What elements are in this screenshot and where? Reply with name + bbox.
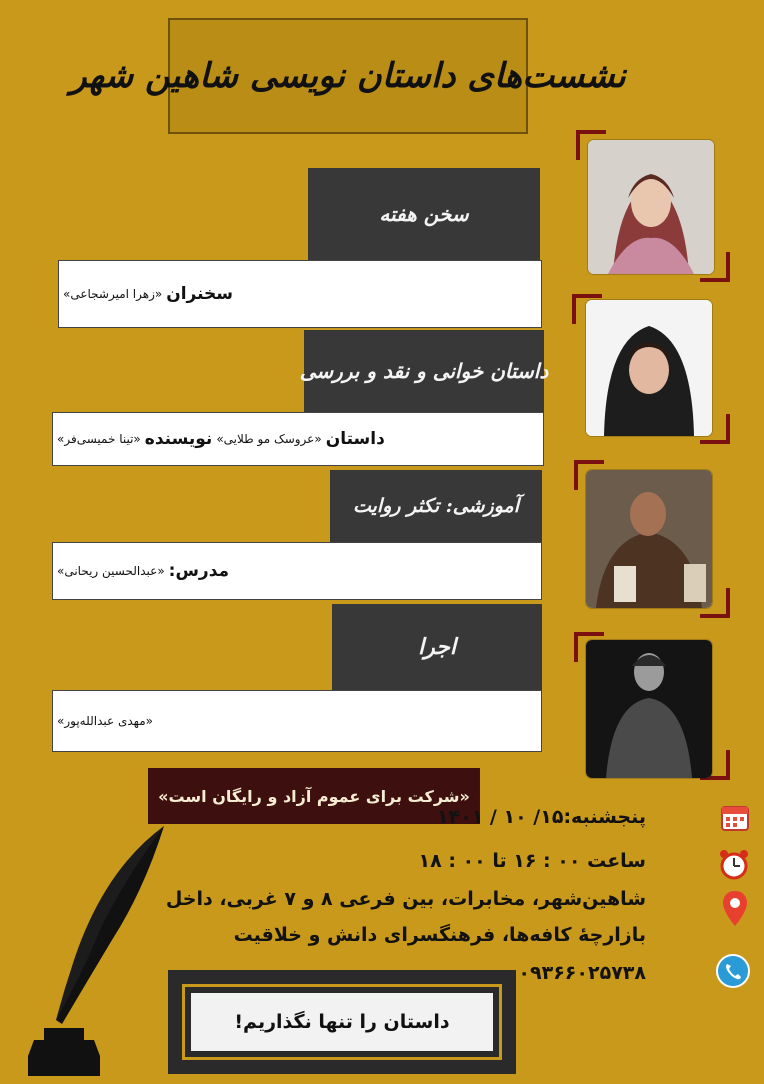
speaker-label: سخنران [166,284,234,304]
calendar-icon [720,802,750,832]
phone-icon [716,954,746,984]
author-name: «تینا خمیسی‌فر» [57,432,141,446]
photo-speaker [588,140,714,274]
story-title: «عروسک مو طلایی» [216,432,322,446]
section-heading-story-review: داستان خوانی و نقد و بررسی [304,330,544,412]
event-time: ساعت ۰۰ : ۱۶ تا ۰۰ : ۱۸ [418,850,646,872]
speaker-name: «زهرا امیرشجاعی» [63,287,163,301]
event-address-line-2: بازارچهٔ کافه‌ها، فرهنگسرای دانش و خلاقیت [233,924,646,946]
portrait-man-books-icon [586,470,712,608]
author-label: نویسنده [144,429,213,449]
title-box [70,18,626,134]
free-admission-banner: «شرکت برای عموم آزاد و رایگان است» [148,768,480,824]
slogan-frame [168,970,516,1074]
portrait-man-seated-icon [586,640,712,778]
performer-box [52,690,542,752]
performer-name: «مهدی عبدالله‌پور» [57,714,153,728]
location-pin-icon [722,890,752,920]
teacher-label: مدرس: [168,561,230,581]
event-date: پنجشنبه:۱۵/ ۱۰ / ۱۴۰۱ [436,806,646,828]
photo-performer [586,640,712,778]
section-heading-weekly-talk: سخن هفته [308,168,540,260]
speaker-box [58,260,542,328]
teacher-name: «عبدالحسین ریحانی» [57,564,165,578]
story-label: داستان [325,429,385,449]
slogan-text: داستان را تنها نگذاریم! [191,993,493,1051]
section-heading-training: آموزشی: تکثر روایت [330,470,542,542]
slogan-inner-border [182,984,502,1060]
quill-inkwell-icon [4,820,174,1080]
photo-teacher [586,470,712,608]
portrait-woman-hijab-icon [586,300,712,436]
photo-author [586,300,712,436]
teacher-box [52,542,542,600]
story-box [52,412,544,466]
section-heading-performance: اجرا [332,604,542,690]
event-address-line-1: شاهین‌شهر، مخابرات، بین فرعی ۸ و ۷ غربی، داخل [165,888,646,910]
contact-phone: ۰۹۳۶۶۰۲۵۷۳۸ [518,962,646,984]
alarm-clock-icon [718,848,748,878]
page-title: نشست‌های داستان نویسی شاهین شهر [70,56,626,96]
portrait-woman-scarf-icon [588,140,714,274]
